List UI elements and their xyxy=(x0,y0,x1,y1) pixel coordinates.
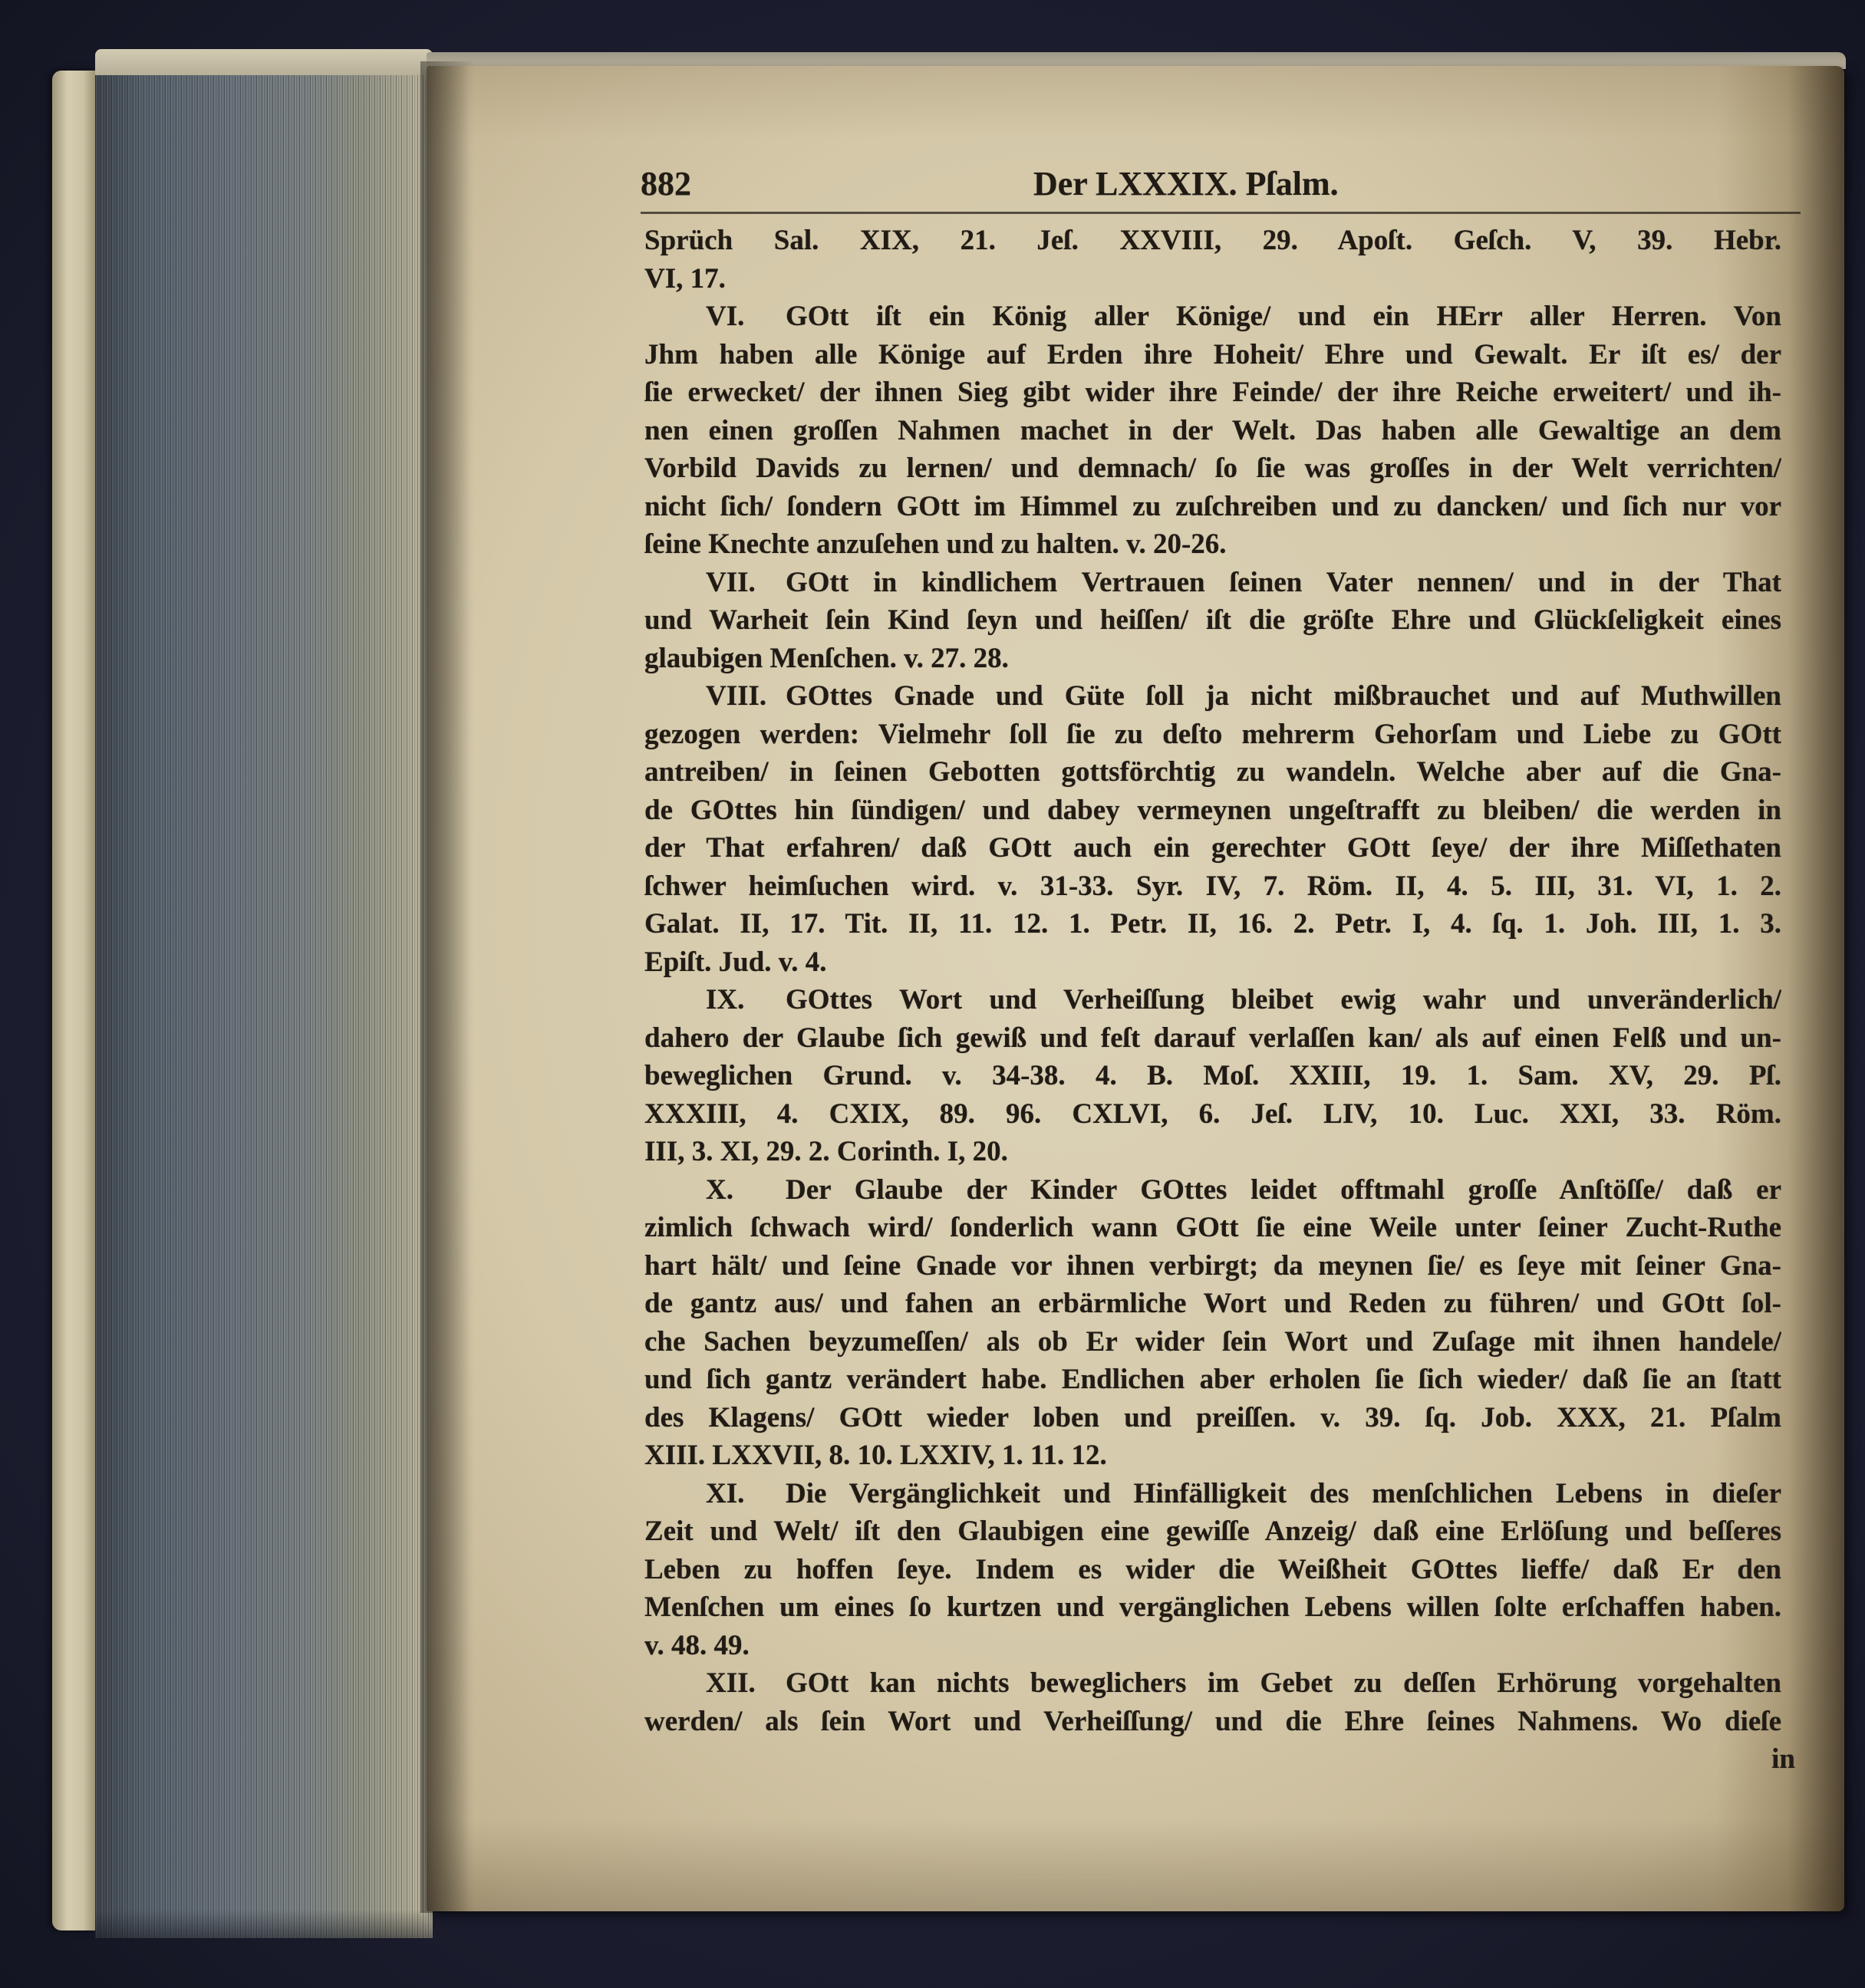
text-line: Sprüch Sal. XIX, 21. Jeſ. XXVIII, 29. Apoſt. Geſch. V, 39. Hebr. xyxy=(644,225,1781,256)
page-number: 882 xyxy=(641,165,691,202)
text-line: III, 3. XI, 29. 2. Corinth. I, 20. xyxy=(644,1136,1008,1167)
paragraph-first-line xyxy=(644,1475,1781,1513)
text-line: VI, 17. xyxy=(644,262,726,295)
text-line: und ſich gantz verändert habe. Endlichen aber erholen ſie ſich wieder/ daß ſie an ſtatt xyxy=(644,1364,1781,1395)
text-line: gezogen werden: Vielmehr ſoll ſie zu deſto mehrerm Gehorſam und Liebe zu GOtt xyxy=(644,718,1781,750)
text-line: nicht ſich/ ſondern GOtt im Himmel zu zuſchreiben und zu dancken/ und ſich nur vor xyxy=(644,490,1781,522)
text-line: zimlich ſchwach wird/ ſonderlich wann GOtt ſie eine Weile unter ſeiner Zucht-Ruthe xyxy=(644,1212,1781,1243)
text-line: de GOttes hin ſündigen/ und dabey vermeynen ungeſtrafft zu bleiben/ die werden in xyxy=(644,794,1781,826)
text-line: der That erfahren/ daß GOtt auch ein gerechter GOtt ſeye/ der ihre Miſſethaten xyxy=(644,832,1781,864)
text-line: XIII. LXXVII, 8. 10. LXXIV, 1. 11. 12. xyxy=(644,1440,1107,1471)
text-line: Epiſt. Jud. v. 4. xyxy=(644,946,827,978)
text-line: Vorbild Davids zu lernen/ und demnach/ ſo ſie was groſſes in der Welt verrichten/ xyxy=(644,453,1781,484)
text-line: werden/ als ſein Wort und Verheiſſung/ und die Ehre ſeines Nahmens. Wo dieſe xyxy=(644,1705,1781,1737)
paragraph-number: VI. xyxy=(706,301,745,332)
paragraph-number: VII. xyxy=(706,566,756,598)
text-line: Galat. II, 17. Tit. II, 11. 12. 1. Petr. II, 16. 2. Petr. I, 4. ſq. 1. Joh. III, 1. 3. xyxy=(644,908,1781,940)
book-cover-edge xyxy=(52,71,97,1930)
text-line: Leben zu hoffen ſeye. Indem es wider die Weißheit GOttes lieffe/ daß Er den xyxy=(644,1553,1781,1585)
line-text: GOtt iſt ein König aller Könige/ und ein HErr aller Herren. Von xyxy=(786,301,1781,332)
page-edges-top xyxy=(95,49,433,75)
line-text: Der Glaube der Kinder GOttes leidet offtmahl groſſe Anſtöſſe/ daß er xyxy=(786,1173,1781,1206)
text-line: beweglichen Grund. v. 34-38. 4. B. Moſ. XXIII, 19. 1. Sam. XV, 29. Pſ. xyxy=(644,1060,1781,1091)
text-line: und Warheit ſein Kind ſeyn und heiſſen/ iſt die gröſte Ehre und Glückſeligkeit eines xyxy=(644,604,1781,636)
paragraph-number: X. xyxy=(706,1173,733,1206)
text-line: ſeine Knechte anzuſehen und zu halten. v. 20-26. xyxy=(644,528,1227,560)
line-text: Die Vergänglichkeit und Hinfälligkeit des menſchlichen Lebens in dieſer xyxy=(786,1477,1781,1509)
page-edges-shadow xyxy=(95,1910,433,1939)
header-rule xyxy=(641,212,1801,214)
line-text: GOtt in kindlichem Vertrauen ſeinen Vater nennen/ und in der That xyxy=(786,566,1781,598)
text-line: hart hält/ und ſeine Gnade vor ihnen verbirgt; da meynen ſie/ es ſeye mit ſeiner Gna- xyxy=(644,1249,1781,1282)
text-line: dahero der Glaube ſich gewiß und feſt darauf verlaſſen kan/ als auf einen Felß und un- xyxy=(644,1022,1781,1054)
gutter-shadow xyxy=(420,61,474,1913)
catchword: in xyxy=(1771,1743,1795,1775)
text-line: XXXIII, 4. CXIX, 89. 96. CXLVI, 6. Jeſ. LIV, 10. Luc. XXI, 33. Röm. xyxy=(644,1098,1781,1130)
text-block xyxy=(644,222,1781,1786)
paragraph-first-line xyxy=(644,1171,1781,1210)
text-line: glaubigen Menſchen. v. 27. 28. xyxy=(644,642,1009,674)
running-title: Der LXXXIX. Pſalm. xyxy=(1033,165,1339,202)
text-line: v. 48. 49. xyxy=(644,1629,750,1661)
text-line: nen einen groſſen Nahmen machet in der Welt. Das haben alle Gewaltige an dem xyxy=(644,414,1781,446)
text-line: des Klagens/ GOtt wieder loben und preiſſen. v. 39. ſq. Job. XXX, 21. Pſalm xyxy=(644,1401,1781,1433)
paragraph-first-line xyxy=(644,1664,1781,1703)
line-text: GOtt kan nichts beweglichers im Gebet zu deſſen Erhörung vorgehalten xyxy=(786,1667,1781,1699)
text-line: Zeit und Welt/ iſt den Glaubigen eine gewiſſe Anzeig/ daß eine Erlöſung und beſſeres xyxy=(644,1516,1781,1547)
text-line: de gantz aus/ und fahen an erbärmliche Wort und Reden zu führen/ und GOtt ſol- xyxy=(644,1288,1781,1319)
paragraph-first-line xyxy=(644,981,1781,1019)
line-text: GOttes Wort und Verheiſſung bleibet ewig wahr und unveränderlich/ xyxy=(786,984,1781,1015)
text-line: Menſchen um eines ſo kurtzen und vergänglichen Lebens willen ſolte erſchaffen haben. xyxy=(644,1591,1781,1623)
paragraph-first-line xyxy=(644,564,1781,602)
paragraph-number: VIII. xyxy=(706,680,767,712)
paragraph-first-line xyxy=(644,298,1781,336)
text-line: ſchwer heimſuchen wird. v. 31-33. Syr. IV, 7. Röm. II, 4. 5. III, 31. VI, 1. 2. xyxy=(644,870,1781,902)
line-text: GOttes Gnade und Güte ſoll ja nicht mißbrauchet und auf Muthwillen xyxy=(786,680,1781,712)
text-line: antreiben/ in ſeinen Gebotten gottsförchtig zu wandeln. Welche aber auf die Gna- xyxy=(644,756,1781,788)
paragraph-first-line xyxy=(644,677,1781,716)
paragraph-number: XII. xyxy=(706,1667,756,1699)
text-line: Jhm haben alle Könige auf Erden ihre Hoheit/ Ehre und Gewalt. Er iſt es/ der xyxy=(644,338,1781,370)
text-line: che Sachen beyzumeſſen/ als ob Er wider ſein Wort und Zuſage mit ihnen handele/ xyxy=(644,1325,1781,1358)
text-line: ſie erwecket/ der ihnen Sieg gibt wider ihre Feinde/ der ihre Reiche erweitert/ und ih- xyxy=(644,377,1781,408)
paragraph-number: IX. xyxy=(706,984,745,1015)
page-edges-stack xyxy=(95,55,433,1938)
paragraph-number: XI. xyxy=(706,1477,745,1509)
